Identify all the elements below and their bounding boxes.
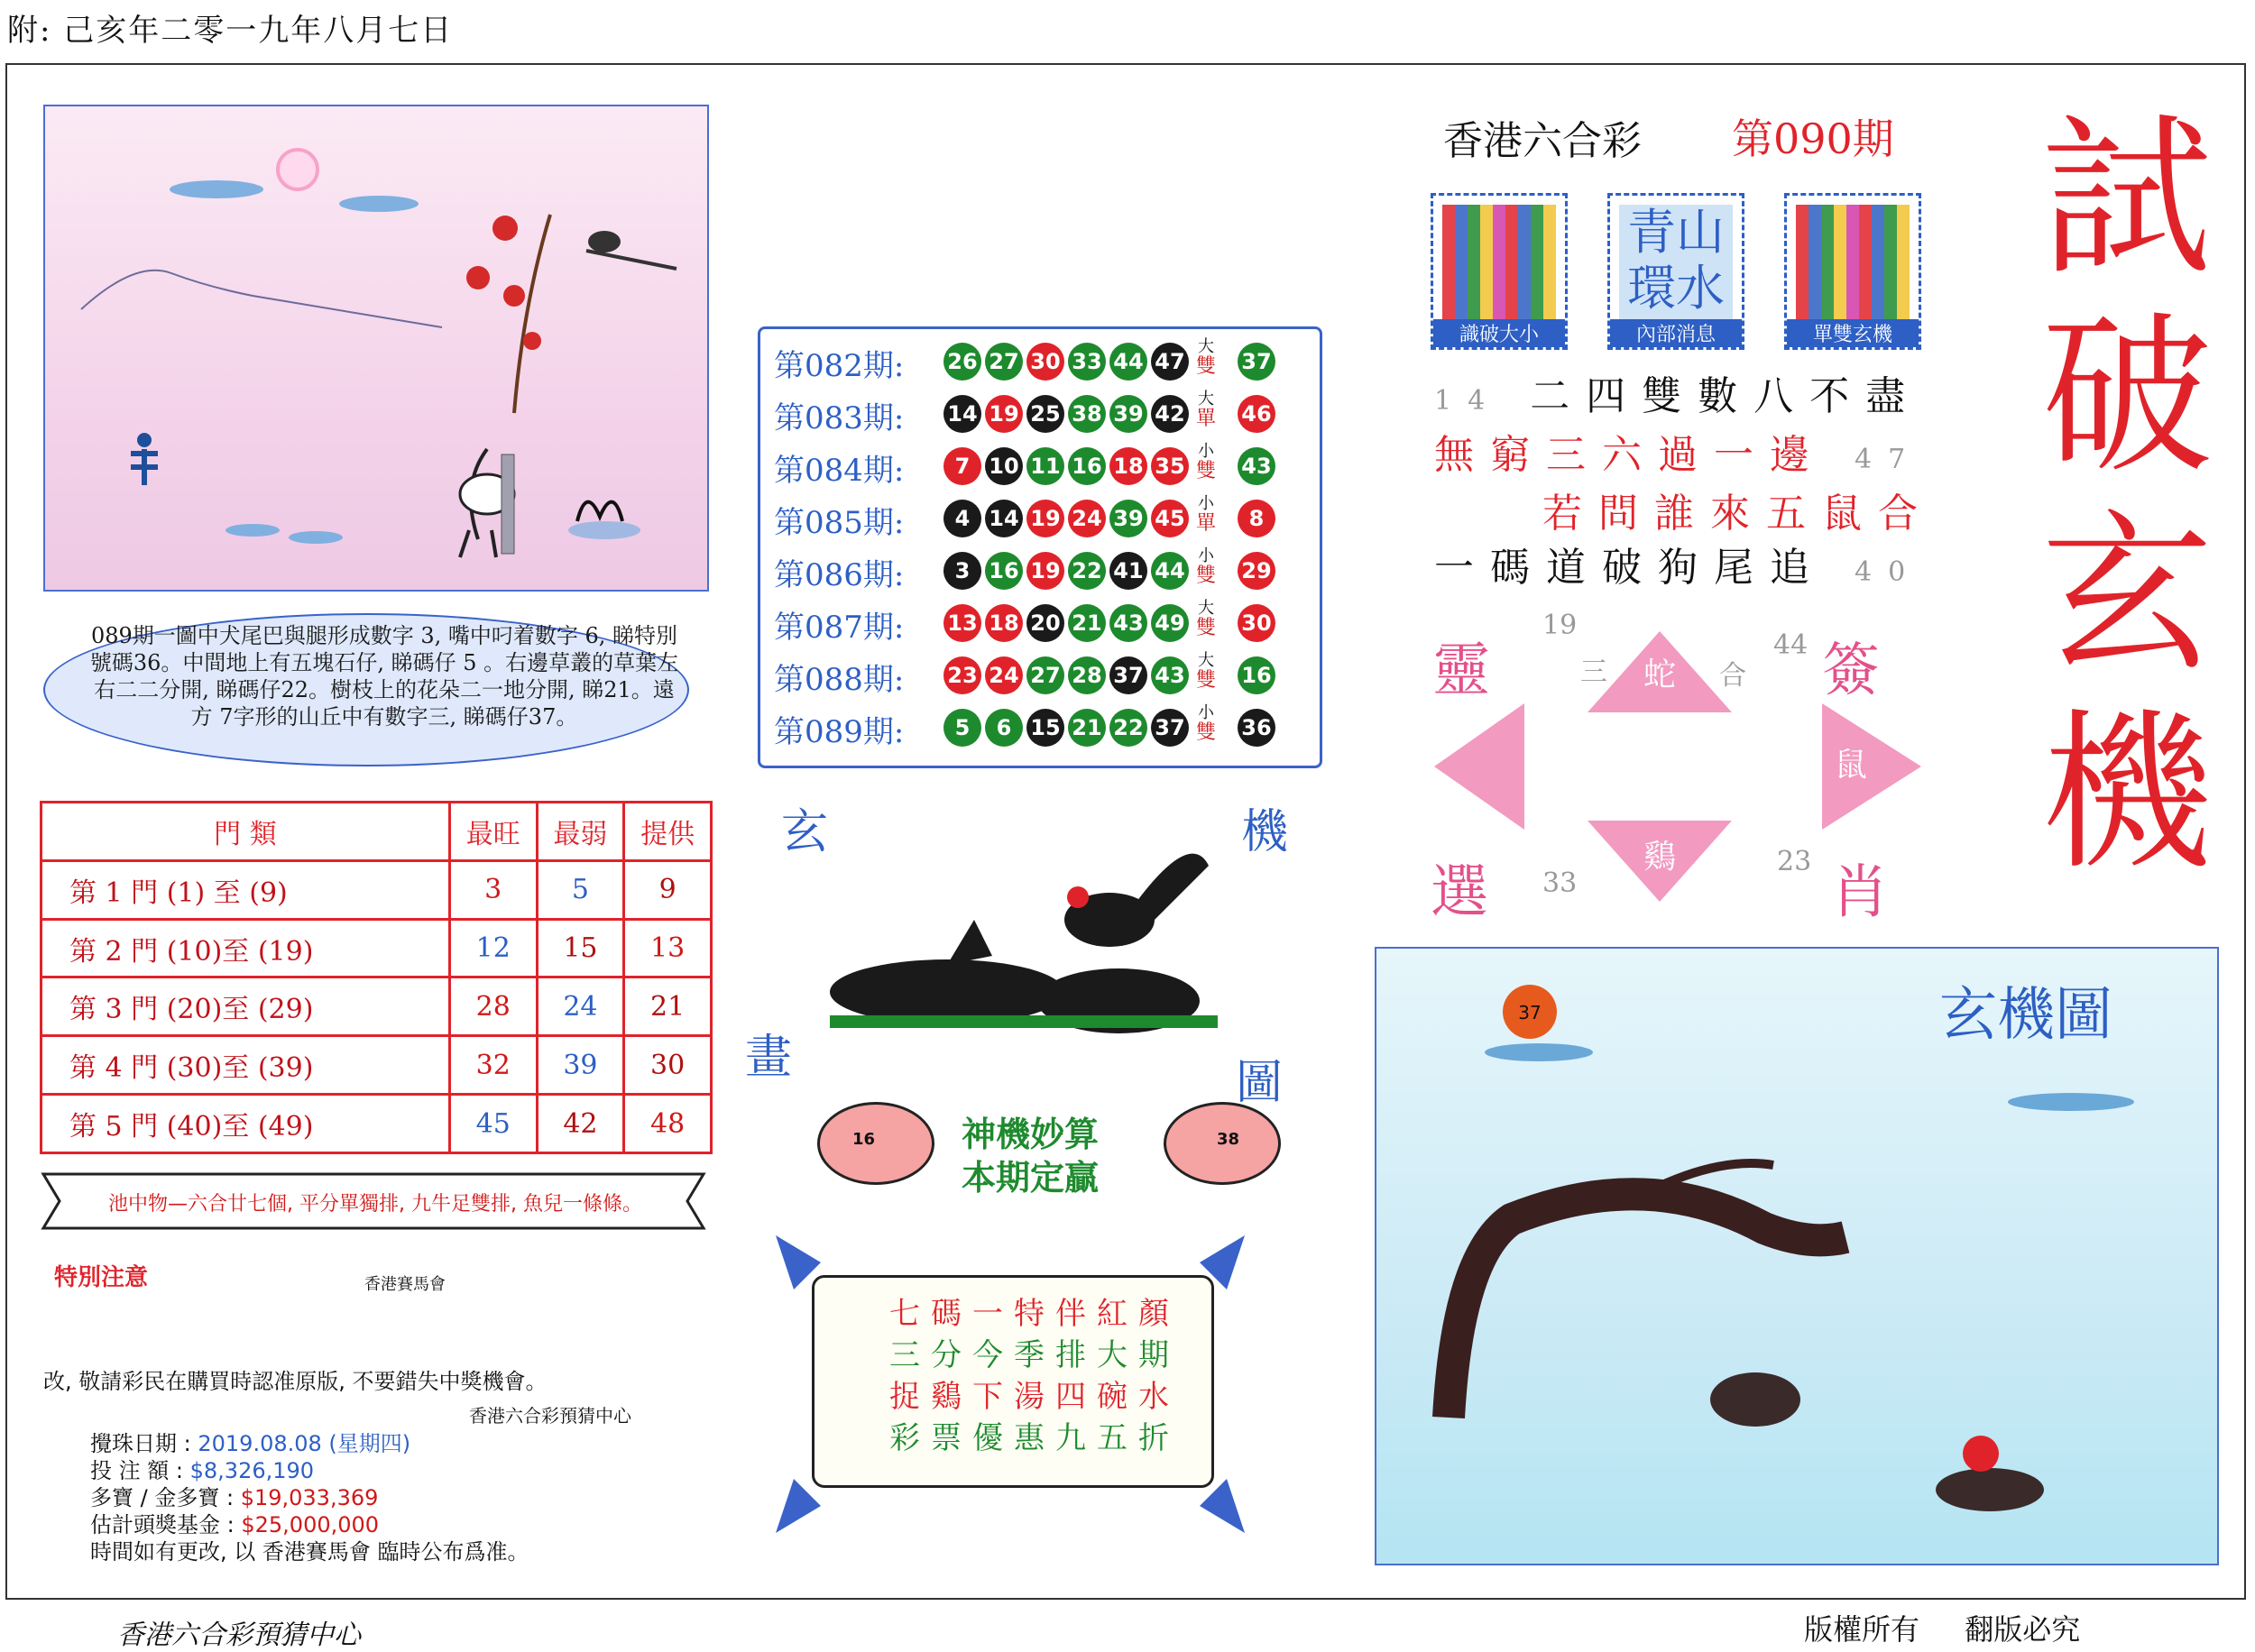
- special-notice: 特別注意: [54, 1264, 149, 1291]
- result-period: 第088期:: [774, 662, 905, 698]
- number-ball: 28: [1068, 656, 1106, 694]
- pig-right: [1164, 1102, 1281, 1185]
- result-tag: [1192, 442, 1220, 482]
- jockey-club-logo-text: 香港賽馬會: [364, 1275, 446, 1294]
- number-ball: 43: [1151, 656, 1189, 694]
- number-ball: 27: [985, 343, 1023, 381]
- number-ball: 41: [1109, 552, 1147, 590]
- rooster-dog-illustration: [812, 812, 1245, 1064]
- poem-line: 彩票優惠九五折: [889, 1420, 1180, 1456]
- number-ball: 6: [985, 709, 1023, 747]
- hot-cell: 3: [449, 860, 537, 919]
- offer-cell: 9: [624, 860, 712, 919]
- hot-cell: 45: [449, 1095, 537, 1153]
- special-ball: 46: [1238, 395, 1275, 433]
- number-ball: 20: [1026, 604, 1064, 642]
- center-note: 香港六合彩預猜中心: [469, 1405, 631, 1427]
- xuanjitu-title: 玄機圖: [1939, 982, 2112, 1049]
- no-reprint: 翻版必究: [1965, 1612, 2081, 1647]
- tag-parity: 雙: [1195, 564, 1216, 587]
- zodiac-up: 蛇: [1643, 656, 1677, 693]
- result-row: [774, 700, 1315, 752]
- calc-char: 機: [996, 1114, 1031, 1154]
- number-ball: 14: [985, 500, 1023, 537]
- result-row: [774, 491, 1315, 543]
- weak-cell: 24: [537, 977, 624, 1036]
- number-ball: 18: [1109, 447, 1147, 485]
- calc-char: 期: [996, 1157, 1031, 1198]
- riddle-picture: [43, 105, 709, 592]
- xuan-label: 玄: [781, 805, 829, 859]
- number-ball: 24: [1068, 500, 1106, 537]
- number-ball: 23: [943, 656, 981, 694]
- zodiac-right: 鼠: [1835, 747, 1868, 784]
- poem-line: 無窮三六過一邊: [1434, 432, 1826, 478]
- zodiac-qian: 簽: [1822, 638, 1880, 704]
- zodiac-down: 鷄: [1643, 839, 1677, 876]
- draw-note: 時間如有更改, 以 香港賽馬會 臨時公布爲准。: [90, 1539, 529, 1565]
- calc-char: 妙: [1030, 1114, 1065, 1154]
- box-odd-even: [1784, 193, 1921, 350]
- pig-left: [817, 1102, 934, 1185]
- picture-caption: 089期一圖中犬尾巴與腿形成數字 3, 嘴中叼着數字 6, 睇特別號碼36。中間地上有五塊石仔, 睇碼仔 5 。右邊草叢的草葉左右二二分開, 睇碼仔22。樹枝上的花朵二一地分開, 睇21。遠方 7字形的山丘中有數字三, 睇碼仔37。: [89, 623, 679, 730]
- tag-parity: 雙: [1195, 355, 1216, 378]
- calc-text: [962, 1113, 1099, 1199]
- result-row: [774, 647, 1315, 700]
- number-ball: 18: [985, 604, 1023, 642]
- result-row: [774, 595, 1315, 647]
- header-prefix: 附:: [7, 13, 52, 49]
- number-ball: 44: [1151, 552, 1189, 590]
- header-date: 己亥年二零一九年八月七日: [63, 13, 454, 49]
- calc-char: 本: [962, 1157, 997, 1198]
- poem: [889, 1293, 1180, 1459]
- poem-line: 二四雙數八不盡: [1530, 373, 1922, 419]
- table-row: [41, 977, 712, 1036]
- ji-label: 機: [1241, 805, 1289, 859]
- number-ball: 14: [943, 395, 981, 433]
- result-period: 第085期:: [774, 505, 905, 541]
- number-ball: 16: [1068, 447, 1106, 485]
- box-inside-news: [1607, 193, 1744, 350]
- calc-char: 定: [1030, 1157, 1065, 1198]
- prize-value: $25,000,000: [241, 1512, 380, 1537]
- special-ball: 37: [1238, 343, 1275, 381]
- door-cell: 第 5 門 (40)至 (49): [41, 1095, 450, 1153]
- zodiac-xiao: 肖: [1831, 859, 1889, 926]
- tag-parity: 雙: [1195, 617, 1216, 639]
- number-ball: 27: [1026, 656, 1064, 694]
- result-period: 第084期:: [774, 453, 905, 489]
- snowball-label: 多寶 / 金多寶 :: [90, 1485, 235, 1510]
- number-ball: 19: [1026, 552, 1064, 590]
- result-row: [774, 386, 1315, 438]
- door-cell: 第 2 門 (10)至 (19): [41, 919, 450, 977]
- table-header: 提供: [624, 803, 712, 861]
- number-ball: 35: [1151, 447, 1189, 485]
- zodiac-he: 合: [1719, 660, 1746, 692]
- poem-line: 一碼道破狗尾追: [1434, 545, 1826, 591]
- number-ball: 26: [943, 343, 981, 381]
- number-ball: 10: [985, 447, 1023, 485]
- tag-size: 大: [1198, 599, 1214, 618]
- poem-number: 47: [1855, 444, 1922, 475]
- offer-cell: 13: [624, 919, 712, 977]
- zodiac-xuan: 選: [1431, 859, 1488, 926]
- table-header: 最旺: [449, 803, 537, 861]
- number-ball: 25: [1026, 395, 1064, 433]
- prize-label: 估計頭獎基金 :: [90, 1512, 235, 1537]
- number-ball: 22: [1109, 709, 1147, 747]
- hk-mark-six-title: 香港六合彩: [1443, 118, 1642, 164]
- tag-parity: 雙: [1195, 460, 1216, 482]
- tag-size: 小: [1198, 546, 1214, 565]
- number-ball: 49: [1151, 604, 1189, 642]
- number-ball: 11: [1026, 447, 1064, 485]
- number-ball: 16: [985, 552, 1023, 590]
- table-header-row: [41, 803, 712, 861]
- poem-line: 捉鷄下湯四碗水: [889, 1379, 1180, 1415]
- mountain-text: 青山環水: [1619, 205, 1733, 320]
- special-ball: 36: [1238, 709, 1275, 747]
- box-caption: 識破大小: [1433, 319, 1565, 347]
- tag-parity: 單: [1195, 408, 1216, 430]
- tag-size: 大: [1198, 651, 1214, 670]
- number-ball: 3: [943, 552, 981, 590]
- tag-parity: 雙: [1195, 721, 1216, 744]
- weak-cell: 5: [537, 860, 624, 919]
- result-tag: [1192, 651, 1220, 691]
- number-ball: 33: [1068, 343, 1106, 381]
- weak-cell: 39: [537, 1036, 624, 1095]
- draw-info: [90, 1430, 529, 1565]
- pig-left-number: 16: [852, 1130, 876, 1149]
- banner-text: 池中物—六合廿七個, 平分單獨排, 九牛足雙排, 魚兒一條條。: [108, 1193, 642, 1216]
- copyright: 版權所有: [1804, 1612, 1920, 1647]
- footer-left: 香港六合彩預猜中心: [117, 1620, 361, 1651]
- number-ball: 15: [1026, 709, 1064, 747]
- riddle-poem: [1434, 370, 1934, 600]
- result-row: [774, 543, 1315, 595]
- number-ball: 21: [1068, 709, 1106, 747]
- draw-date-label: 攪珠日期 :: [90, 1431, 191, 1456]
- poem-number: 14: [1434, 385, 1502, 417]
- hua-label: 畫: [745, 1031, 793, 1085]
- tag-size: 小: [1198, 703, 1214, 722]
- special-ball: 29: [1238, 552, 1275, 590]
- number-ball: 4: [943, 500, 981, 537]
- result-row: [774, 334, 1315, 386]
- number-ball: 42: [1151, 395, 1189, 433]
- special-ball: 43: [1238, 447, 1275, 485]
- result-tag: [1192, 494, 1220, 534]
- number-ball: 7: [943, 447, 981, 485]
- poem-number: 40: [1855, 556, 1922, 588]
- result-period: 第086期:: [774, 557, 905, 593]
- number-ball: 21: [1068, 604, 1106, 642]
- result-tag: [1192, 546, 1220, 586]
- notice-text: 改, 敬請彩民在購買時認准原版, 不要錯失中獎機會。: [43, 1369, 548, 1394]
- bet-label: 投 注 額 :: [90, 1458, 183, 1483]
- mosaic-image: [1442, 205, 1556, 320]
- zodiac-n23: 23: [1777, 846, 1812, 877]
- calc-char: 神: [962, 1114, 997, 1154]
- number-ball: 13: [943, 604, 981, 642]
- table-row: [41, 1036, 712, 1095]
- calc-char: 算: [1064, 1114, 1100, 1154]
- zodiac-n19: 19: [1542, 610, 1578, 641]
- mosaic-image: [1796, 205, 1910, 320]
- number-ball: 22: [1068, 552, 1106, 590]
- pig-right-number: 38: [1217, 1130, 1240, 1149]
- doors-table: [40, 801, 713, 1154]
- draw-date-value: 2019.08.08 (星期四): [198, 1431, 411, 1456]
- result-row: [774, 438, 1315, 491]
- result-tag: [1192, 599, 1220, 638]
- offer-cell: 30: [624, 1036, 712, 1095]
- result-period: 第082期:: [774, 348, 905, 384]
- zodiac-san: 三: [1580, 656, 1607, 688]
- sun-number: 37: [1518, 1002, 1542, 1023]
- poem-line: 七碼一特伴紅顏: [889, 1296, 1180, 1332]
- number-ball: 45: [1151, 500, 1189, 537]
- box-caption: 內部消息: [1610, 319, 1742, 347]
- tag-size: 大: [1198, 337, 1214, 356]
- table-row: [41, 919, 712, 977]
- door-cell: 第 4 門 (30)至 (39): [41, 1036, 450, 1095]
- bet-value: $8,326,190: [189, 1458, 315, 1483]
- special-ball: 30: [1238, 604, 1275, 642]
- number-ball: 39: [1109, 395, 1147, 433]
- tag-parity: 雙: [1195, 669, 1216, 692]
- number-ball: 39: [1109, 500, 1147, 537]
- number-ball: 44: [1109, 343, 1147, 381]
- number-ball: 19: [985, 395, 1023, 433]
- result-tag: [1192, 337, 1220, 377]
- result-tag: [1192, 703, 1220, 743]
- tag-size: 小: [1198, 494, 1214, 513]
- result-period: 第089期:: [774, 714, 905, 750]
- table-row: [41, 1095, 712, 1153]
- number-ball: 38: [1068, 395, 1106, 433]
- calc-char: 贏: [1064, 1157, 1100, 1198]
- number-ball: 47: [1151, 343, 1189, 381]
- tag-size: 大: [1198, 390, 1214, 408]
- hot-cell: 28: [449, 977, 537, 1036]
- table-header: 最弱: [537, 803, 624, 861]
- number-ball: 37: [1109, 656, 1147, 694]
- snowball-value: $19,033,369: [240, 1485, 379, 1510]
- big-title: 試 破 玄 機: [2040, 98, 2213, 893]
- weak-cell: 42: [537, 1095, 624, 1153]
- zodiac-ling: 靈: [1432, 638, 1490, 704]
- poem-line: 若問誰來五鼠合: [1542, 491, 1934, 537]
- special-ball: 8: [1238, 500, 1275, 537]
- offer-cell: 48: [624, 1095, 712, 1153]
- box-caption: 單雙玄機: [1787, 319, 1919, 347]
- number-ball: 43: [1109, 604, 1147, 642]
- zodiac-n33: 33: [1542, 867, 1578, 899]
- table-header: 門 類: [41, 803, 450, 861]
- riddle-illustration: [45, 106, 707, 590]
- special-ball: 16: [1238, 656, 1275, 694]
- door-cell: 第 1 門 (1) 至 (9): [41, 860, 450, 919]
- header: [7, 5, 453, 50]
- offer-cell: 21: [624, 977, 712, 1036]
- hot-cell: 32: [449, 1036, 537, 1095]
- zodiac-n44: 44: [1773, 629, 1809, 661]
- result-tag: [1192, 390, 1220, 429]
- tag-size: 小: [1198, 442, 1214, 461]
- result-period: 第087期:: [774, 610, 905, 646]
- number-ball: 5: [943, 709, 981, 747]
- footer-right: [1804, 1607, 2116, 1648]
- result-period: 第083期:: [774, 400, 905, 436]
- number-ball: 24: [985, 656, 1023, 694]
- poem-line: 三分今季排大期: [889, 1337, 1180, 1373]
- number-ball: 19: [1026, 500, 1064, 537]
- weak-cell: 15: [537, 919, 624, 977]
- tu-label: 圖: [1236, 1056, 1284, 1110]
- box-size: [1431, 193, 1568, 350]
- door-cell: 第 3 門 (20)至 (29): [41, 977, 450, 1036]
- issue-number: 第090期: [1732, 115, 1894, 163]
- number-ball: 37: [1151, 709, 1189, 747]
- tag-parity: 單: [1195, 512, 1216, 535]
- hot-cell: 12: [449, 919, 537, 977]
- number-ball: 30: [1026, 343, 1064, 381]
- table-row: [41, 860, 712, 919]
